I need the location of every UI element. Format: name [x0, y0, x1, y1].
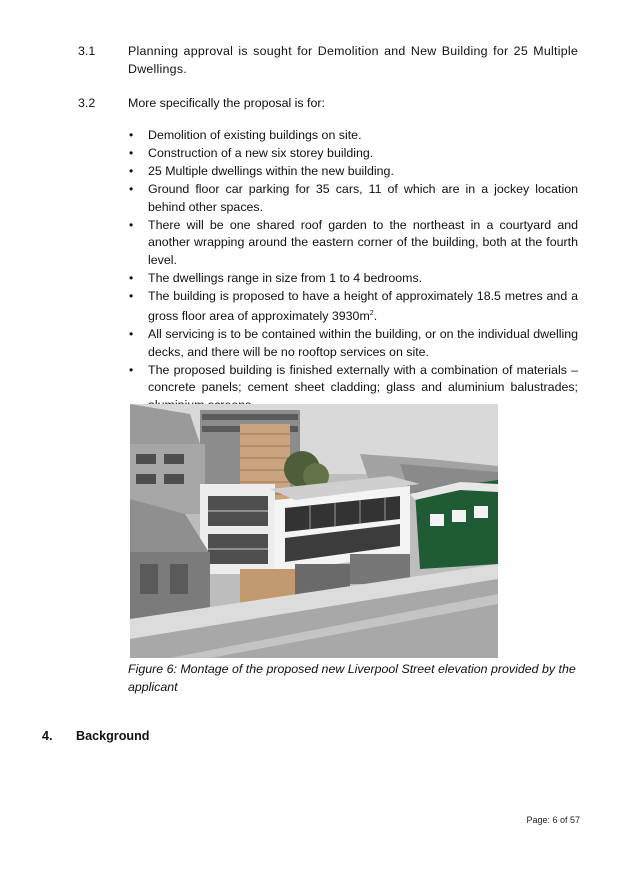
bullet-item: • There will be one shared roof garden to the northeast in a courtyard and another wrapping around the eastern corner of the building, both at the fourth level.: [129, 217, 578, 267]
paragraph-3-1: [0, 42, 622, 82]
bullet-icon: •: [129, 288, 134, 303]
bullet-item: • The proposed building is finished externally with a combination of materials – concrete panels; cement sheet cladding; glass and aluminium balustrades;: [129, 362, 578, 395]
bullet-icon: •: [129, 164, 134, 178]
bullet-item: • The dwellings range in size from 1 to 4 bedrooms.: [128, 270, 578, 288]
bullet-icon: •: [129, 182, 134, 196]
bullet-icon: •: [129, 128, 134, 142]
superscript: 2: [369, 310, 374, 317]
figure-caption: Figure 6: Montage of the proposed new Liverpool Street elevation provided by the applicant: [128, 662, 576, 694]
section-number: 4.: [42, 729, 53, 743]
bullet-item: • Demolition of existing buildings on site.: [128, 127, 578, 145]
bullet-icon: •: [129, 327, 134, 342]
section-title: Background: [76, 729, 150, 743]
bullet-item: • All servicing is to be contained within the building, or on the individual dwelling decks, and there will be no rooftop services on site.: [129, 327, 578, 359]
paragraph-3-2: [0, 94, 622, 114]
paragraph-number: 3.1: [78, 44, 96, 58]
page-number: Page: 6 of 57: [526, 815, 580, 825]
bullet-item: • The building is proposed to have a height of approximately 18.5 metres and a gross floor area of approximately $3930m^2$.: [129, 288, 578, 324]
paragraph-text: Planning approval is sought for Demolition and New Building for 25 Multiple Dwellings.: [128, 44, 578, 76]
bullet-icon: •: [129, 270, 134, 285]
paragraph-number: 3.2: [78, 96, 96, 110]
bullet-item: • Construction of a new six storey building.: [128, 145, 578, 163]
proposal-bullet-list: [128, 127, 578, 415]
bullet-icon: •: [129, 217, 134, 232]
building-montage-image: [130, 404, 498, 658]
bullet-item: • Ground floor car parking for 35 cars, 11 of which are in a jockey location behind other spaces.: [129, 182, 578, 214]
bullet-icon: •: [129, 146, 134, 160]
bullet-item: • 25 Multiple dwellings within the new building.: [128, 163, 578, 181]
paragraph-text: More specifically the proposal is for:: [128, 96, 325, 110]
bullet-icon: •: [129, 362, 134, 377]
